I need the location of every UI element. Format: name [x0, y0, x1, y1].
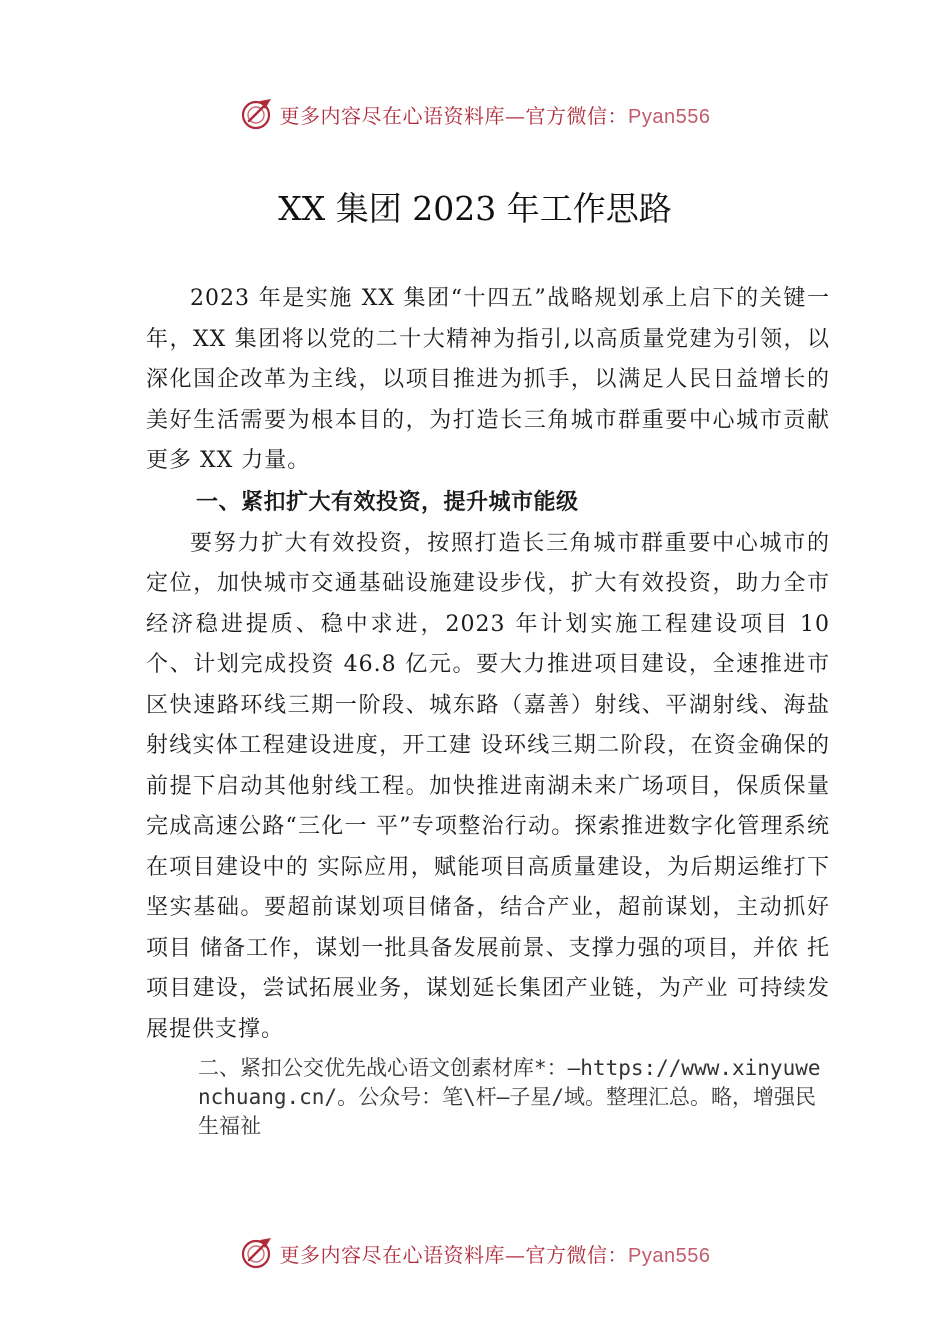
document-body [146, 279, 830, 1141]
banner-text [280, 100, 711, 129]
section2-heading: 二、紧扣公交优先战心语文创素材库*：—https://www.xinyuwenchuang.cn/。公众号：笔\杆—子星/域。整理汇总。略，增强民生福祉 [198, 1056, 821, 1138]
banner-text [280, 1239, 711, 1268]
brush-logo-icon [240, 1236, 274, 1270]
intro-paragraph: 2023 年是实施 XX 集团“十四五”战略规划承上启下的关键一年，XX 集团将以党的二十大精神为指引,以高质量党建为引领，以深化国企改革为主线，以项目推进为抓手，以满足人民日益增长的美好生活需要为根本目的，为打造长三角城市群重要中心城市贡献更多 XX 力量。 [146, 286, 830, 473]
header-banner [0, 94, 950, 134]
banner-slogan: 更多内容尽在心语资料库—官方微信： [279, 1242, 629, 1267]
footer-banner [0, 1233, 950, 1273]
banner-wechat-id: Pyan556 [628, 1244, 711, 1267]
document-title: XX 集团 2023 年工作思路 [278, 189, 672, 228]
brush-logo-icon [240, 97, 274, 131]
banner-wechat-id: Pyan556 [628, 105, 711, 128]
section1-heading: 一、紧扣扩大有效投资，提升城市能级 [196, 489, 579, 515]
banner-slogan: 更多内容尽在心语资料库—官方微信： [279, 103, 629, 128]
section1-paragraph: 要努力扩大有效投资，按照打造长三角城市群重要中心城市的定位，加快城市交通基础设施建设步伐，扩大有效投资，助力全市经济稳进提质、稳中求进，2023 年计划实施工程建设项目 10 个、计划完成投资 46.8 亿元。要大力推进项目建设，全速推进市区快速路环线三期一阶段、城东路（嘉善）射线、平湖射线、海盐射线实体工程建设进度，开工建 设环线三期二阶段，在资金确保的前提下启动其他射线工程。加快推进南湖未来广场项目，保质保量完成高速公路“三化一 平”专项整治行动。探索推进数字化管理系统在项目建设中的 实际应用，赋能项目高质量建设，为后期运维打下坚实基础。要超前谋划项目储备，结合产业，超前谋划，主动抓好项目 储备工作，谋划一批具备发展前景、支撑力强的项目，并依 托项目建设，尝试拓展业务，谋划延长集团产业链，为产业 可持续发展提供支撑。 [146, 530, 830, 1042]
